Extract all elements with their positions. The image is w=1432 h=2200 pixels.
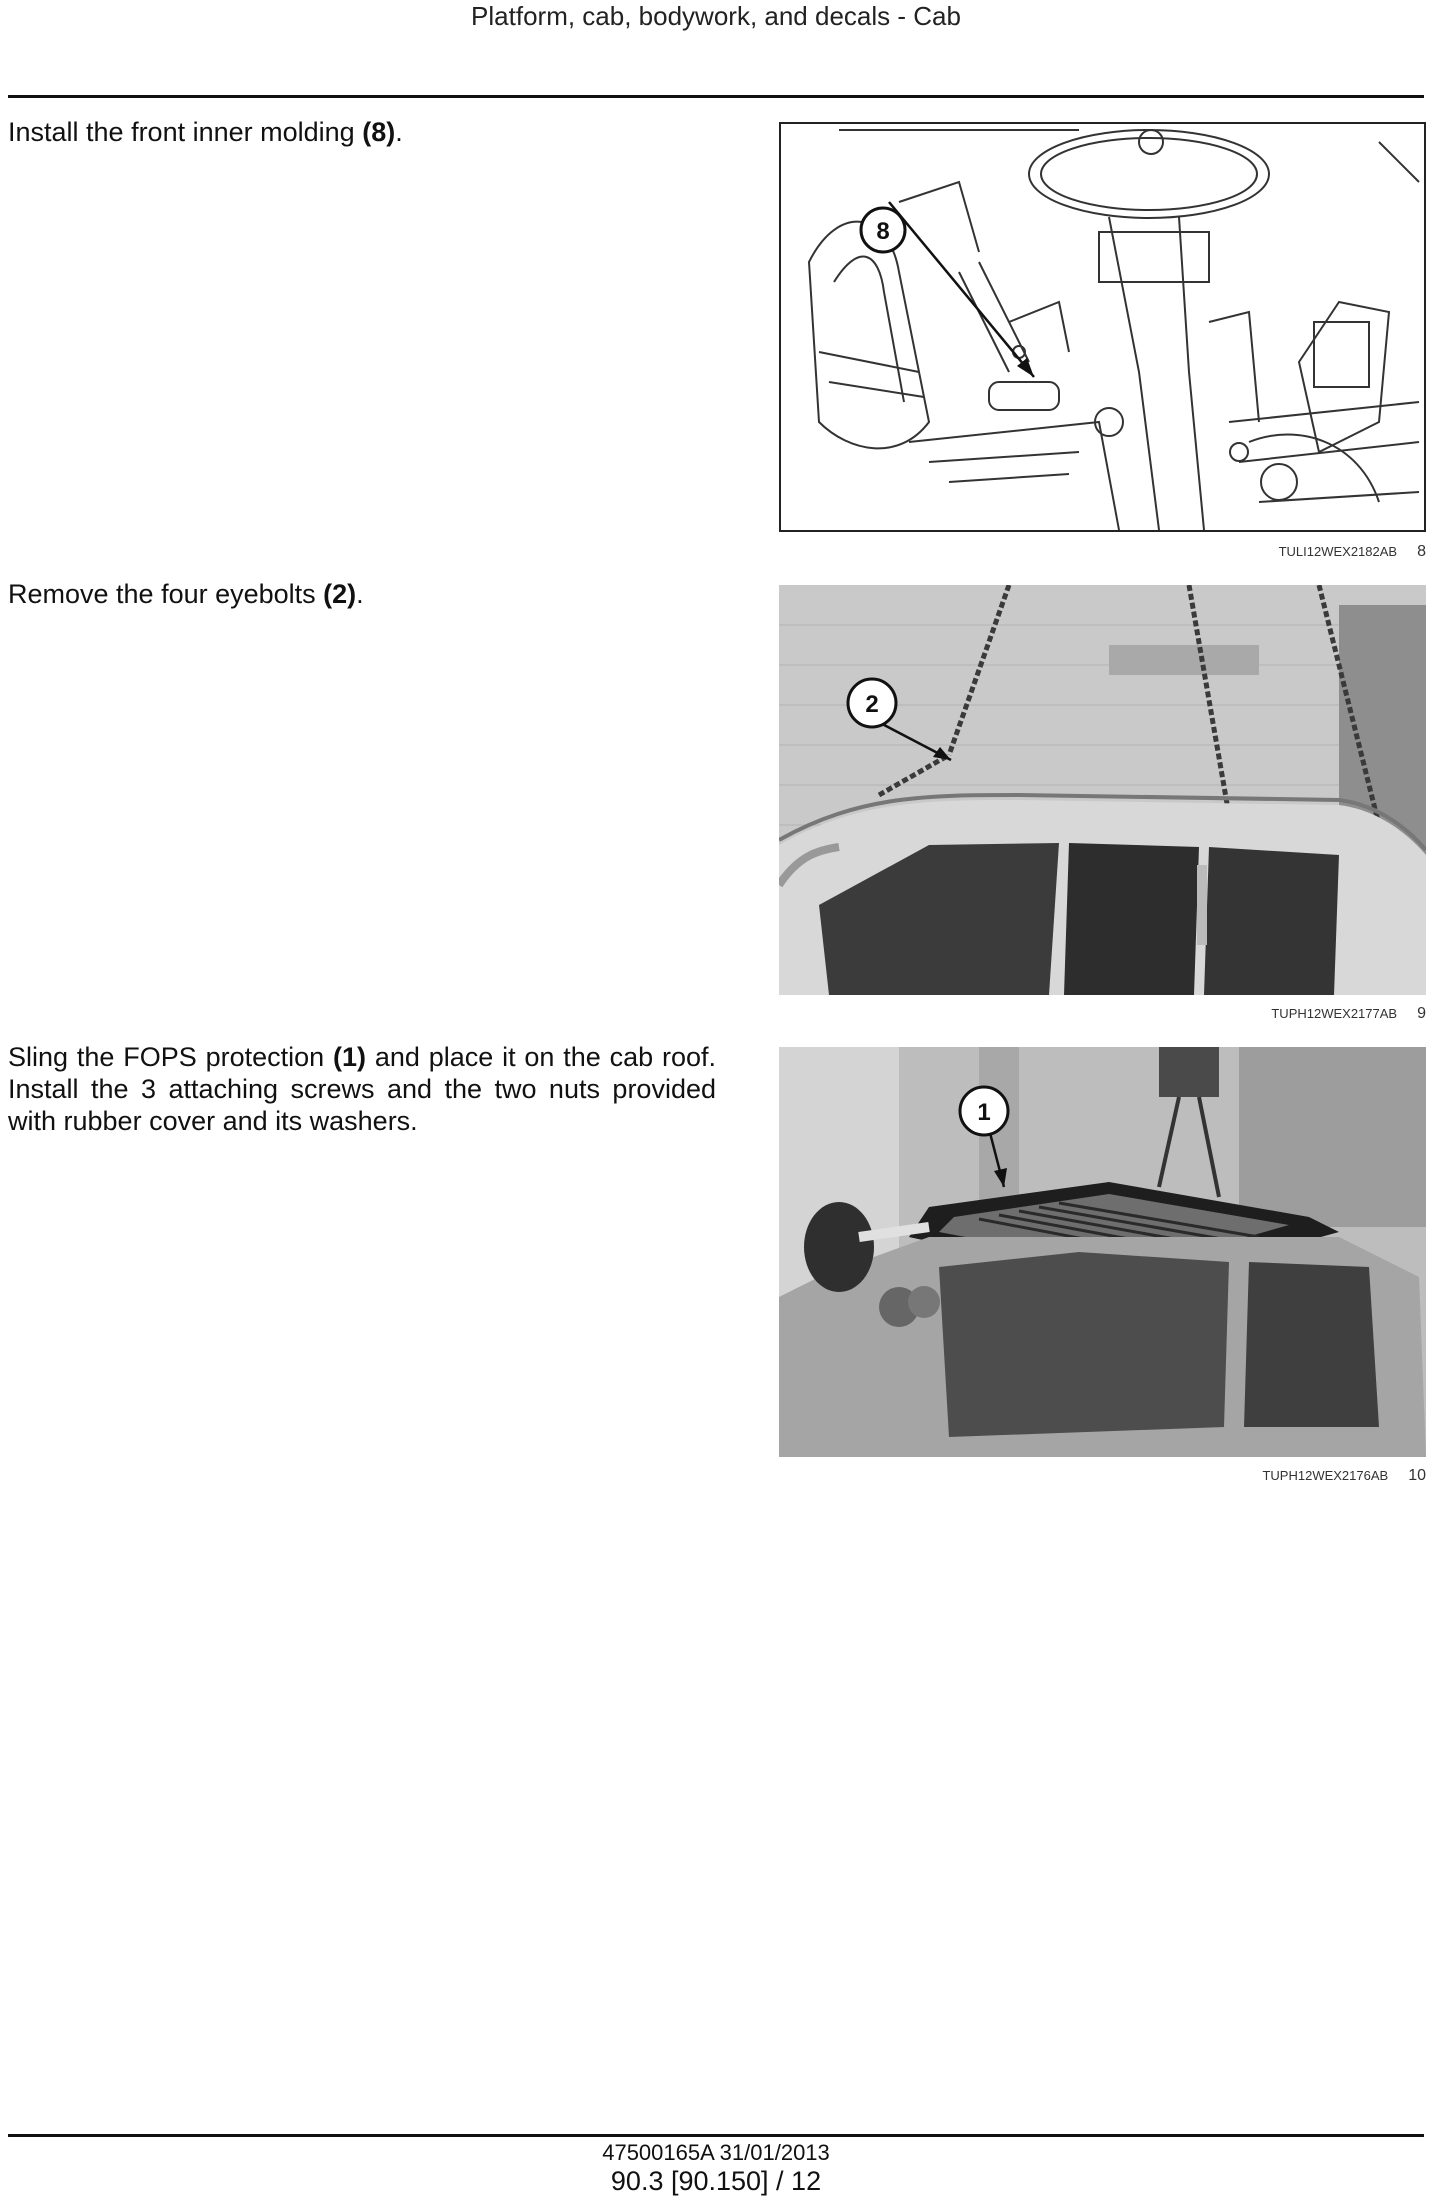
figure-9-photo — [779, 585, 1426, 995]
step-1-instruction — [8, 116, 716, 148]
step-1-text: Install the front inner molding — [8, 117, 363, 147]
page-header — [0, 0, 1432, 96]
step-3-reference: (1) — [332, 1042, 366, 1072]
step-3-instruction — [8, 1041, 716, 1137]
figure-8-number: 8 — [1417, 543, 1426, 560]
figure-8-code: TULI12WEX2182AB — [1278, 544, 1398, 559]
figure-9-callout: 2 — [865, 691, 879, 718]
step-2-reference: (2) — [323, 579, 357, 609]
step-3-text-end: and place it on the cab roof. Install the 3 attaching screws and the two nuts provided with rubber cover and its washers. — [8, 1042, 717, 1136]
step-3-text: Sling the FOPS protection — [8, 1042, 333, 1072]
figure-8-caption — [1279, 543, 1426, 561]
step-1-reference: (8) — [362, 117, 396, 147]
figure-10-photo — [779, 1047, 1426, 1457]
figure-10-number: 10 — [1408, 1467, 1426, 1484]
step-1-text-end: . — [395, 117, 403, 147]
step-2-instruction — [8, 578, 716, 610]
footer-divider — [8, 2134, 1424, 2137]
figure-8-callout: 8 — [876, 218, 890, 245]
figure-10-caption — [1262, 1467, 1426, 1485]
page-number: 90.3 [90.150] / 12 — [610, 2166, 822, 2196]
page-title: Platform, cab, bodywork, and decals - Cab — [471, 1, 961, 31]
step-2-text: Remove the four eyebolts — [8, 579, 324, 609]
figure-9-number: 9 — [1417, 1005, 1426, 1022]
document-reference: 47500165A 31/01/2013 — [602, 2140, 830, 2165]
header-divider — [8, 95, 1424, 98]
figure-9-code: TUPH12WEX2177AB — [1271, 1006, 1398, 1021]
figure-10-callout: 1 — [977, 1099, 991, 1126]
step-2-text-end: . — [356, 579, 364, 609]
figure-10-code: TUPH12WEX2176AB — [1262, 1468, 1389, 1483]
figure-8-line-drawing — [779, 122, 1426, 532]
figure-9-caption — [1271, 1005, 1426, 1023]
